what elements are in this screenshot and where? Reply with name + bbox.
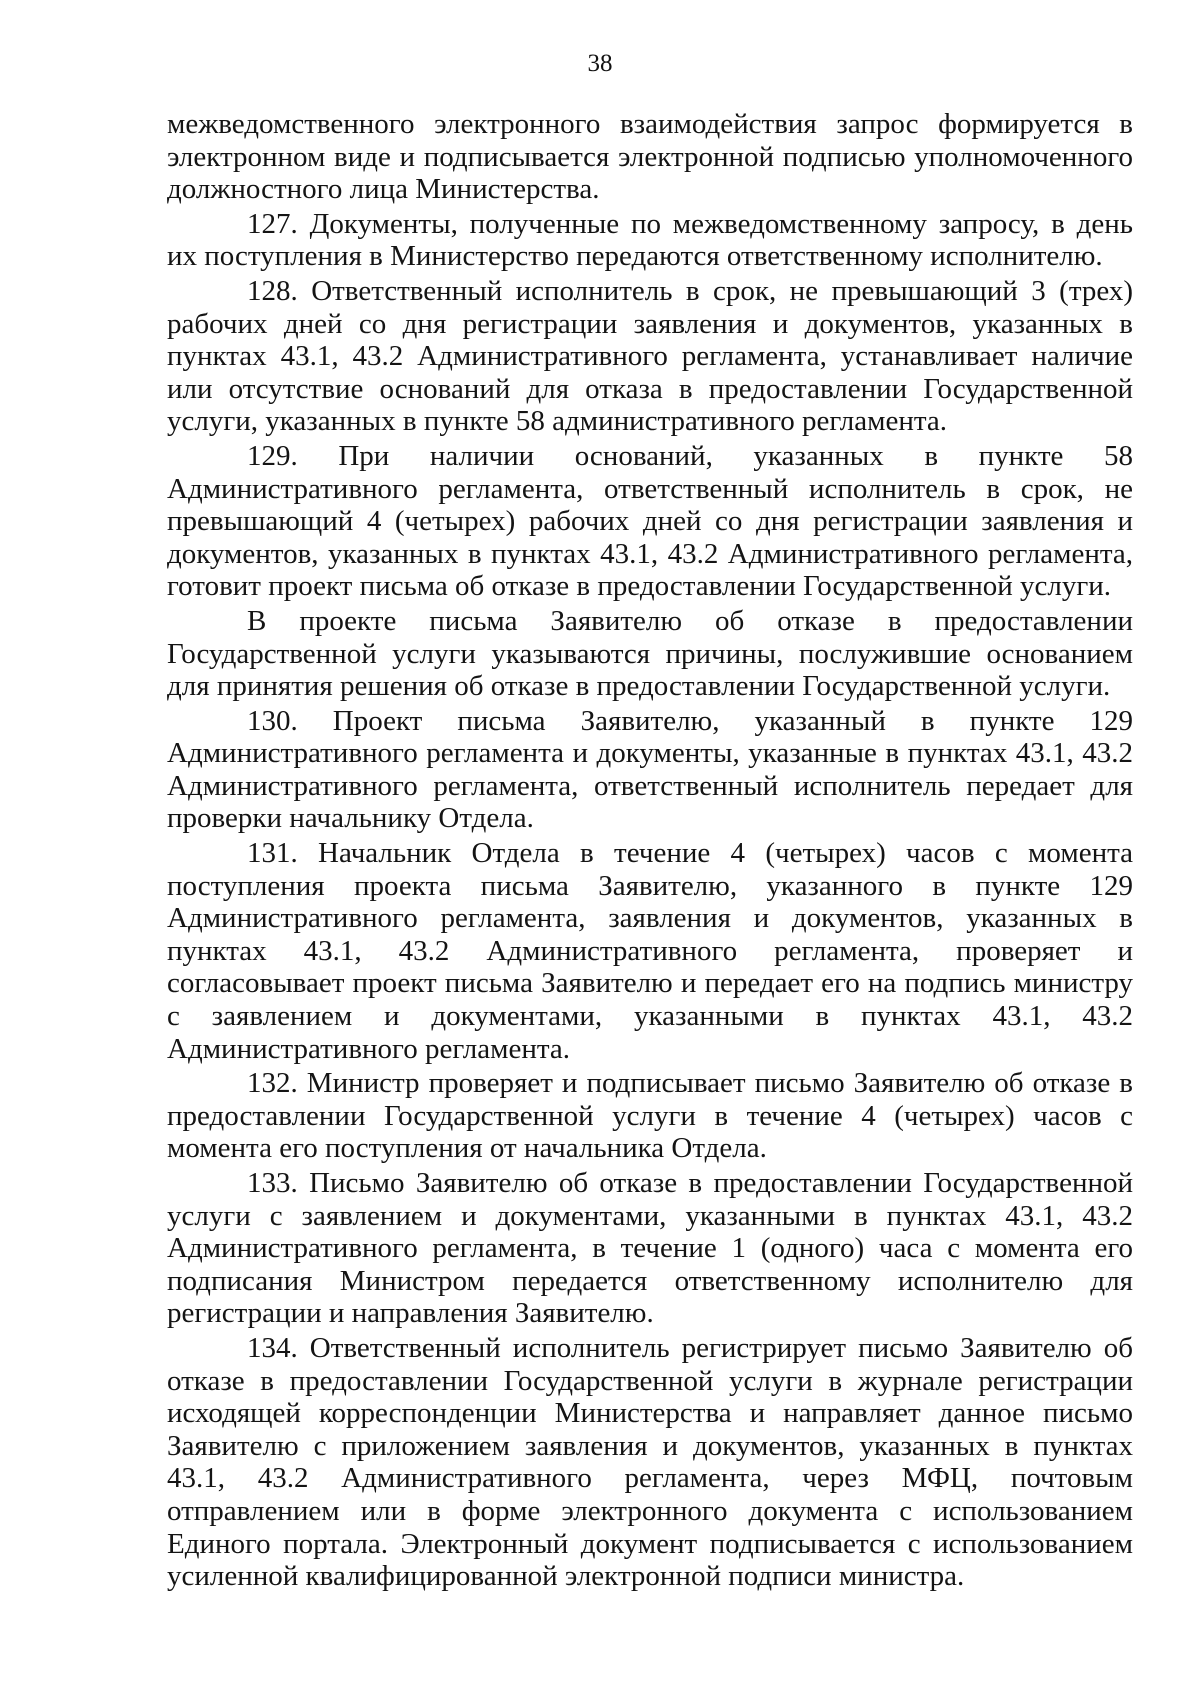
paragraph-129: 129. При наличии оснований, указанных в пункте 58 Административного регламента, ответственный исполнитель в срок, не превышающий 4 (четырех) рабочих дней со дня регистрации заявления и документов, указанных в пунктах 43.1, 43.2 Административного регламента, готовит проект письма об отказе в предоставлении Государственной услуги. <box>167 439 1133 603</box>
document-body <box>167 108 1133 1593</box>
page-number: 38 <box>587 50 613 77</box>
paragraph-127: 127. Документы, полученные по межведомственному запросу, в день их поступления в Министерство передаются ответственному исполнителю. <box>167 207 1133 273</box>
paragraph-continuation: межведомственного электронного взаимодействия запрос формируется в электронном виде и подписывается электронной подписью уполномоченного должностного лица Министерства. <box>167 108 1133 206</box>
paragraph-129-note: В проекте письма Заявителю об отказе в предоставлении Государственной услуги указываются причины, послужившие основанием для принятия решения об отказе в предоставлении Государственной услуги. <box>167 604 1133 703</box>
paragraph-132: 132. Министр проверяет и подписывает письмо Заявителю об отказе в предоставлении Государственной услуги в течение 4 (четырех) часов с момента его поступления от начальника Отдела. <box>167 1067 1133 1165</box>
paragraph-134: 134. Ответственный исполнитель регистрирует письмо Заявителю об отказе в предоставлении Государственной услуги в журнале регистрации исходящей корреспонденции Министерства и направляет данное письмо Заявителю с приложением заявления и документов, указанных в пунктах 43.1, 43.2 Административного регламента, через МФЦ, почтовым отправлением или в форме электронного документа с использованием Единого портала. Электронный документ подписывается с использованием усиленной квалифицированной электронной подписи министра. <box>167 1331 1133 1593</box>
paragraph-131: 131. Начальник Отдела в течение 4 (четырех) часов с момента поступления проекта письма Заявителю, указанного в пункте 129 Административного регламента, заявления и документов, указанных в пунктах 43.1, 43.2 Административного регламента, проверяет и согласовывает проект письма Заявителю и передает его на подпись министру с заявлением и документами, указанными в пунктах 43.1, 43.2 Административного регламента. <box>167 837 1133 1065</box>
paragraph-130: 130. Проект письма Заявителю, указанный в пункте 129 Административного регламента и документы, указанные в пунктах 43.1, 43.2 Административного регламента, ответственный исполнитель передает для проверки начальнику Отдела. <box>167 704 1133 835</box>
paragraph-128: 128. Ответственный исполнитель в срок, не превышающий 3 (трех) рабочих дней со дня регистрации заявления и документов, указанных в пунктах 43.1, 43.2 Административного регламента, устанавливает наличие или отсутствие оснований для отказа в предоставлении Государственной услуги, указанных в пункте 58 административного регламента. <box>167 274 1133 438</box>
paragraph-133: 133. Письмо Заявителю об отказе в предоставлении Государственной услуги с заявлением и документами, указанными в пунктах 43.1, 43.2 Административного регламента, в течение 1 (одного) часа с момента его подписания Министром передается ответственному исполнителю для регистрации и направления Заявителю. <box>167 1167 1133 1330</box>
